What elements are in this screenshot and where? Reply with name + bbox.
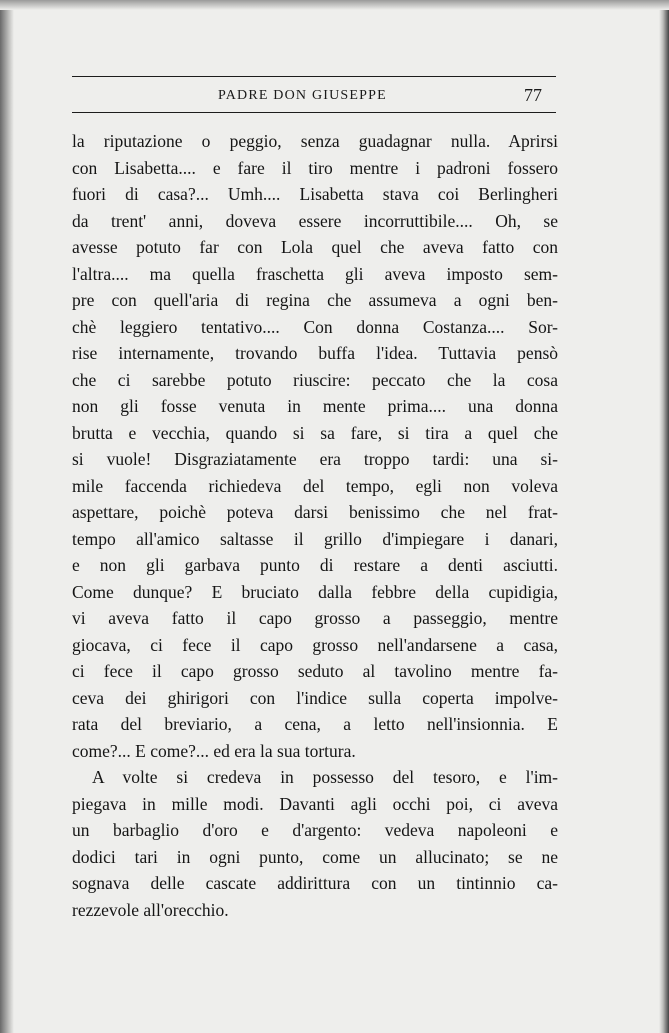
running-head xyxy=(72,76,556,116)
text-line: che ci sarebbe potuto riuscire: peccato che la cosa xyxy=(72,369,558,390)
text-line: tempo all'amico saltasse il grillo d'impiegare i danari, xyxy=(72,528,558,549)
text-line: giocava, ci fece il capo grosso nell'andarsene a casa, xyxy=(72,634,558,655)
text-line: fuori di casa?... Umh.... Lisabetta stava coi Berlingheri xyxy=(72,184,558,204)
text-line: e non gli garbava punto di restare a denti asciutti. xyxy=(72,555,558,575)
page-number: 77 xyxy=(524,85,542,105)
text-line: la riputazione o peggio, senza guadagnar nulla. Aprirsi xyxy=(72,131,558,151)
text-line: con Lisabetta.... e fare il tiro mentre i padroni fossero xyxy=(72,157,558,178)
text-line: rezzevole all'orecchio. xyxy=(72,899,229,920)
body-text xyxy=(72,128,558,923)
text-line: si vuole! Disgraziatamente era troppo tardi: una si- xyxy=(72,449,558,469)
running-title: PADRE DON GIUSEPPE xyxy=(218,88,387,103)
text-line: pre con quell'aria di regina che assumeva a ogni ben- xyxy=(72,290,558,310)
text-line: non gli fosse venuta in mente prima.... una donna xyxy=(72,396,558,416)
page-left-edge xyxy=(0,0,14,1033)
text-line: chè leggiero tentativo.... Con donna Costanza.... Sor- xyxy=(72,316,558,337)
page-top-edge xyxy=(0,0,669,10)
page-right-edge xyxy=(659,0,669,1033)
text-line: Come dunque? E bruciato dalla febbre della cupidigia, xyxy=(72,581,558,602)
text-line: brutta e vecchia, quando si sa fare, si tira a quel che xyxy=(72,422,558,443)
text-line: piegava in mille modi. Davanti agli occhi poi, ci aveva xyxy=(72,793,558,814)
text-line: un barbaglio d'oro e d'argento: vedeva napoleoni e xyxy=(72,820,558,840)
text-line: vi aveva fatto il capo grosso a passeggio, mentre xyxy=(72,608,558,628)
text-line: sognava delle cascate addirittura con un tintinnio ca- xyxy=(72,873,558,893)
paragraph-start-line: A volte si credeva in possesso del tesoro, e l'im- xyxy=(92,767,558,787)
text-line: l'altra.... ma quella fraschetta gli aveva imposto sem- xyxy=(72,263,558,284)
text-line: rata del breviario, a cena, a letto nell'insionnia. E xyxy=(72,714,558,734)
header-rule-bottom xyxy=(72,112,556,113)
text-line: rise internamente, trovando buffa l'idea. Tuttavia pensò xyxy=(72,343,558,363)
header-rule-top xyxy=(72,76,556,77)
text-line: come?... E come?... ed era la sua tortura. xyxy=(72,740,356,761)
text-line: ci fece il capo grosso seduto al tavolino mentre fa- xyxy=(72,661,558,681)
text-line: dodici tari in ogni punto, come un allucinato; se ne xyxy=(72,846,558,867)
text-line: mile faccenda richiedeva del tempo, egli non voleva xyxy=(72,475,558,496)
text-line: aspettare, poichè poteva darsi benissimo che nel frat- xyxy=(72,502,558,522)
text-line: avesse potuto far con Lola quel che aveva fatto con xyxy=(72,237,558,257)
text-line: ceva dei ghirigori con l'indice sulla coperta impolve- xyxy=(72,687,558,708)
text-line: da trent' anni, doveva essere incorruttibile.... Oh, se xyxy=(72,210,558,231)
